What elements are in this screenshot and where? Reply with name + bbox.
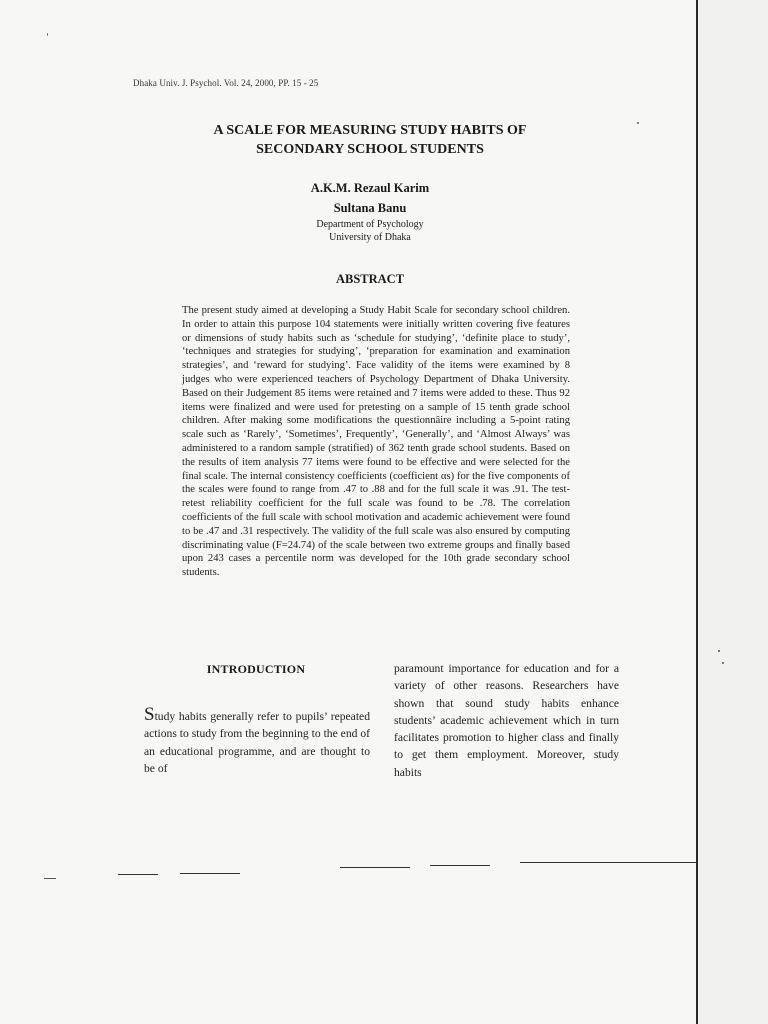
scan-rule-2 bbox=[180, 873, 240, 874]
author-1: A.K.M. Rezaul Karim bbox=[310, 181, 430, 195]
abstract-text: The present study aimed at developing a Study Habit Scale for secondary school children. In order to attain this purpose 104 statements were initially written covering five features or dimensions of study habits such as ‘schedule for studying’, ‘definite place to study’, ‘techniques and strategies for studying’, ‘preparation for examination and examination strategies’, and ‘reward for studying’. Face validity of the items were examined by 8 judges who were experienced teachers of Psychology Department of Dhaka University. Based on their Judgement 85 items were retained and 7 items were added to these. Thus 92 items were finalized and were used for pretesting on a sample of 15 tenth grade school children. After making some modifications the questionnâire including a 5-point rating scale such as ‘Rarely’, ‘Sometimes’, Frequently’, ‘Generally’, and ‘Almost Always’ was administered to a random sample (stratified) of 362 tenth grade school students. Based on the results of item analysis 77 items were found to be effective and were selected for the final scale. The internal consistency coefficients (coefficient αs) for the five components of the scales were found to range from .47 to .88 and for the full scale it was .91. The test-retest reliability coefficient for the full scale was found to be .78. The correlation coefficients of the full scale with school motivation and academic achievement were found to be .47 and .31 respectively. The validity of the full scale was also ensured by computing discriminating value (F=24.74) of the scale between two extreme groups and finally based upon 243 cases a percentile norm was developed for the 10th grade secondary school students. bbox=[182, 305, 570, 579]
introduction-column-right: paramount importance for education and for a variety of other reasons. Researchers have shown that sound study habits enhance students’ academic achievement which in turn facilitates promotion to higher class and finally to get them employment. Moreover, study habits bbox=[394, 662, 619, 779]
title-line-1: A SCALE FOR MEASURING STUDY HABITS OF bbox=[213, 123, 527, 138]
drop-cap: S bbox=[144, 704, 155, 725]
scan-speck bbox=[44, 878, 56, 879]
affiliation-university: University of Dhaka bbox=[329, 232, 411, 243]
scan-speck bbox=[722, 662, 724, 664]
scan-rule-3 bbox=[340, 867, 410, 868]
scan-rule-4 bbox=[430, 865, 490, 866]
scan-rule-1 bbox=[118, 874, 158, 875]
scan-speck bbox=[637, 122, 639, 124]
scan-speck bbox=[47, 33, 48, 36]
journal-reference: Dhaka Univ. J. Psychol. Vol. 24, 2000, PP. 15 - 25 bbox=[133, 78, 319, 88]
introduction-heading: INTRODUCTION bbox=[206, 662, 306, 676]
scan-margin bbox=[698, 0, 768, 1024]
introduction-left-text: tudy habits generally refer to pupils’ repeated actions to study from the beginning to the end of an educational programme, and are thought to be of bbox=[144, 710, 370, 775]
title-line-2: SECONDARY SCHOOL STUDENTS bbox=[256, 142, 484, 157]
scan-rule-5 bbox=[520, 862, 696, 863]
introduction-column-left bbox=[144, 704, 370, 777]
abstract-heading: ABSTRACT bbox=[335, 272, 405, 286]
author-2: Sultana Banu bbox=[333, 201, 407, 215]
affiliation-department: Department of Psychology bbox=[316, 219, 424, 230]
paper-title bbox=[150, 121, 590, 159]
scan-speck bbox=[718, 650, 720, 652]
